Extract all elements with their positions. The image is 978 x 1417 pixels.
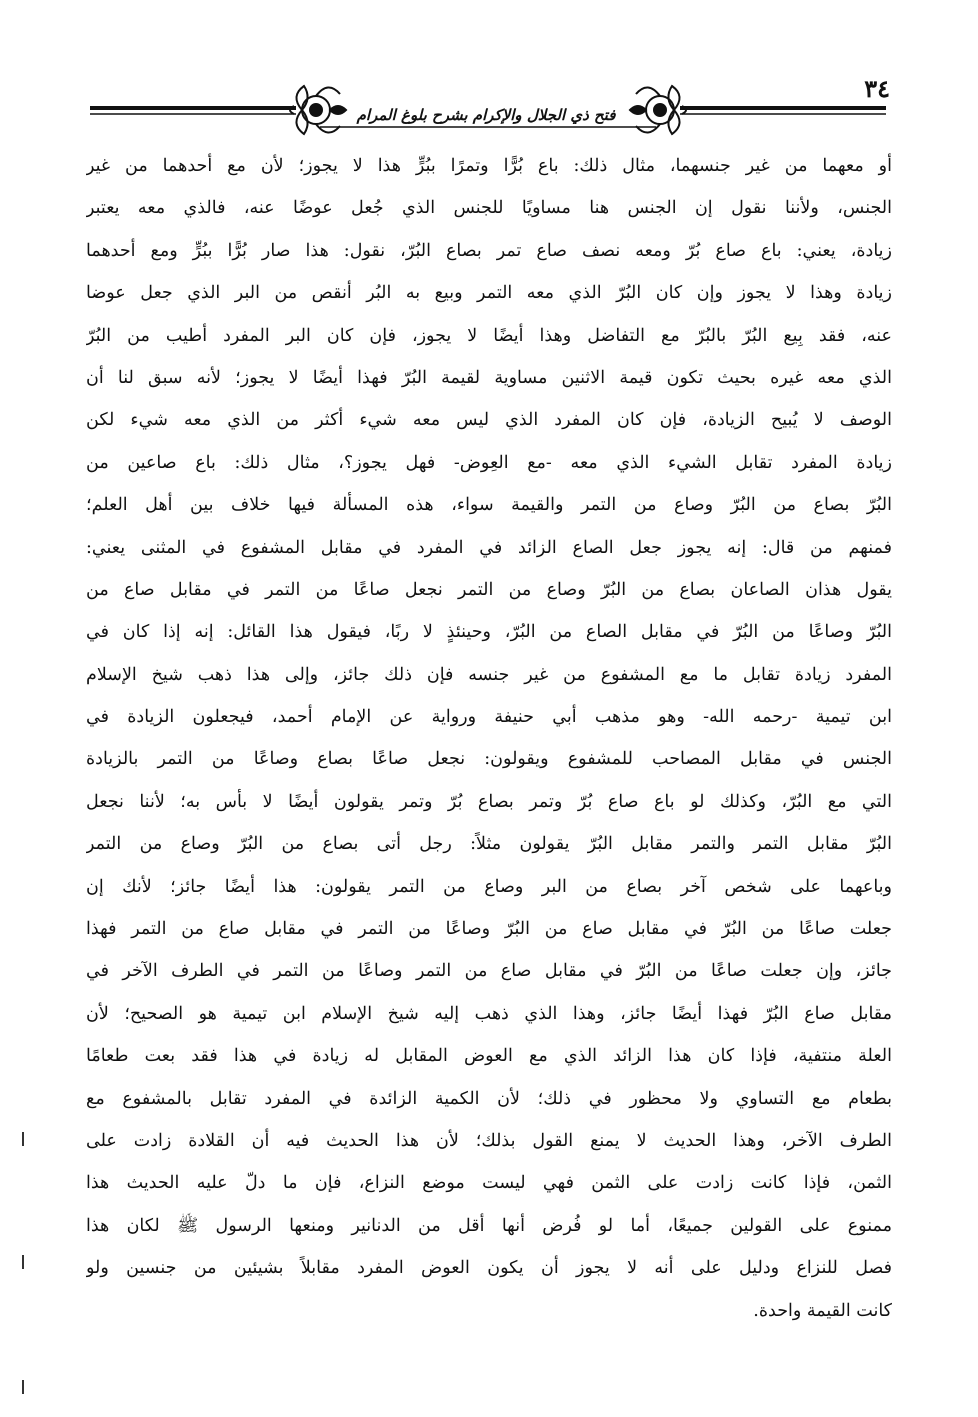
- text-line: الجنس، ولأننا نقول إن الجنس هنا مساويًا للجنس الذي جُعل عوضًا عنه، فالذي معه يعتبر: [86, 198, 892, 219]
- text-line: زيادة وهذا لا يجوز وإن كان البُرّ الذي معه التمر وبيع به البُر أنقص من البر الذي جعل عوضا: [86, 283, 892, 304]
- text-line: كانت القيمة واحدة.: [753, 1300, 892, 1321]
- text-line: جائز، وإن جعلت صاعًا من البُرّ في مقابل صاع من التمر وصاعًا من التمر في الطرف الآخر في: [86, 961, 892, 982]
- text-line: الوصف لا يُبيح الزيادة، فإن كان المفرد الذي ليس معه شيء أكثر من الذي معه شيء لكن: [86, 410, 892, 431]
- page-body-text: [86, 145, 892, 1332]
- text-line: أو معهما من غير جنسهما، مثال ذلك: باع بُرًّا وتمرًا ببُرٍّ هذا لا يجوز؛ لأن مع أحدهما من غير: [86, 156, 892, 176]
- text-line: المفرد زيادة تقابل ما مع المشفوع من غير جنسه فإن ذلك جائز، وإلى هذا ذهب شيخ الإسلام: [86, 664, 892, 685]
- text-line: زيادة المفرد تقابل الشيء الذي معه -مع العِوض- فهل يجوز؟، مثال ذلك: باع صاعين من: [86, 452, 892, 473]
- text-line: الجنس في مقابل المصاحب للمشفوع ويقولون: نجعل صاعًا بصاع وصاعًا من التمر بالزيادة: [86, 749, 892, 770]
- text-line: الطرف الآخر، وهذا الحديث لا يمنع القول بذلك؛ لأن هذا الحديث فيه أن القلادة زادت على: [86, 1130, 892, 1151]
- text-line: وباعهما على شخص آخر بصاع من البر وصاع من التمر يقولون: هذا أيضًا جائز؛ لأنك إن: [86, 876, 892, 897]
- text-line: زيادة، يعني: باع صاع بُرّ ومعه نصف صاع تمر بصاع البُرّ، نقول: هذا صار بُرًّا ببُرٍّ ومع أحدهما: [86, 240, 892, 261]
- text-line: يقول هذان الصاعان بصاع من البُرّ وصاع من التمر نجعل صاعًا من التمر في مقابل صاع من: [86, 579, 892, 600]
- scan-mark: [22, 1255, 24, 1269]
- text-line: فصل للنزاع ودليل على أنه لا يجوز أن يكون العوض المفرد مقابلاً بشيئين من جنسين ولو: [86, 1258, 892, 1279]
- text-line: جعلت صاعًا من البُرّ في مقابل صاع من البُرّ وصاعًا من التمر في مقابل صاع من التمر فهذا: [86, 919, 892, 940]
- scan-mark: [22, 1132, 24, 1146]
- text-line: البُرّ بصاع من البُرّ وصاع من التمر والقيمة سواء، هذه المسألة فيها خلاف بين أهل العلم؛: [86, 495, 892, 516]
- page-number: ٣٤: [864, 74, 890, 103]
- running-title: فتح ذي الجلال والإكرام بشرح بلوغ المرام: [356, 106, 616, 124]
- scan-mark: [22, 1380, 24, 1394]
- text-line: مقابل صاع البُرّ فهذا أيضًا جائز، وهذا الذي ذهب إليه شيخ الإسلام ابن تيمية هو الصحيح؛ لأن: [86, 1003, 892, 1024]
- text-line: البُرّ مقابل التمر والتمر مقابل البُرّ يقولون مثلاً: رجل أتى بصاع من البُرّ وصاع من التمر: [86, 834, 892, 855]
- text-line: فمنهم من قال: إنه يجوز جعل الصاع الزائد في المفرد في مقابل المشفوع في المثنى يعني:: [86, 537, 892, 558]
- text-line: البُرّ وصاعًا من البُرّ في مقابل الصاع من البُرّ، وحينئذٍ لا ربًا، فيقول هذا القائل: إنه إذا كان في: [86, 622, 892, 643]
- text-line: ممنوع على القولين جميعًا، أما لو فُرض أنها أقل من الدنانير ومنعها الرسول ﷺ لكان هذا: [86, 1215, 892, 1236]
- text-line: ابن تيمية -رحمه الله- وهو مذهب أبي حنيفة ورواية عن الإمام أحمد، فيجعلون الزيادة في: [86, 707, 892, 728]
- text-line: التي مع البُرّ، وكذلك لو باع صاع بُرّ وتمر بصاع بُرّ وتمر يقولون أيضًا لا بأس به؛ لأننا نجعل: [86, 791, 892, 812]
- page-header: [88, 72, 888, 142]
- text-line: العلة منتفية، فإذا كان هذا الزائد الذي مع العوض المقابل له زيادة في هذا فقد بعت طعامًا: [86, 1046, 892, 1067]
- text-line: الثمن، فإذا كانت زادت على الثمن فهي ليست موضع النزاع، فإن ما دلّ عليه الحديث هذا: [86, 1173, 892, 1194]
- text-line: بطعام مع التساوي ولا محظور في ذلك؛ لأن الكمية الزائدة في المفرد تقابل بالمشفوع مع: [86, 1088, 892, 1109]
- text-line: عنه، فقد بِيع البُرّ بالبُرّ مع التفاضل وهذا أيضًا لا يجوز، فإن كان البر المفرد أطيب من البُرّ: [86, 325, 892, 346]
- text-line: الذي معه غيره بحيث تكون قيمة الاثنين مساوية لقيمة البُرّ فهذا أيضًا لا يجوز؛ لأنه سبق لنا أن: [86, 367, 892, 388]
